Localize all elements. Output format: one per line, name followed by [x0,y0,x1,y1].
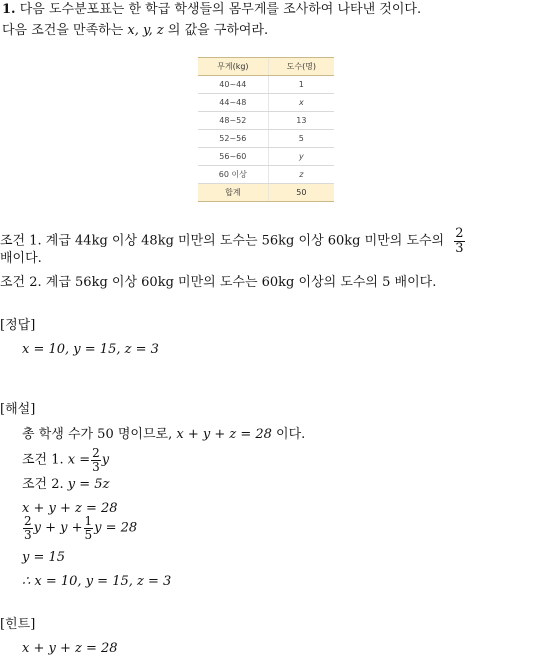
fraction-denominator: 3 [24,527,32,542]
table-row [198,130,334,148]
table-row [198,166,334,184]
solution-heading: [해설] [0,402,36,417]
step-1-equation: x + y + z = 28 [176,427,272,442]
step-1-suffix: 이다. [271,427,306,442]
table-row [198,94,334,112]
answer-value: x = 10, y = 15, z = 3 [22,342,159,357]
fraction-numerator: 2 [92,446,100,460]
total-value: 50 [268,184,334,202]
problem-vars: x, y, z [127,23,164,38]
fraction-numerator: 2 [24,514,32,528]
solution-step-2 [22,447,109,473]
step-2-label: 조건 1. [22,452,68,468]
problem-text-2b: 의 값을 구하여라. [163,23,269,38]
table-cell: 56~60 [198,148,268,166]
table-total-row [198,184,334,202]
solution-step-6: y = 15 [22,550,66,565]
frequency-table [198,57,334,202]
fraction-denominator: 5 [84,527,93,542]
step-3-equation: y = 5z [67,477,110,492]
hint-heading: [힌트] [0,617,36,632]
step-3-label: 조건 2. [22,477,68,492]
solution-conclusion: ∴ x = 10, y = 15, z = 3 [22,574,172,589]
fraction-denominator: 3 [455,240,464,256]
table-cell: 1 [268,76,334,94]
problem-text-1: 다음 도수분포표는 한 학급 학생들의 몸무게를 조사하여 나타낸 것이다. [19,2,422,17]
fraction-numerator: 1 [84,514,93,528]
table-cell: 60 이상 [198,166,268,184]
table-cell: y [268,148,334,166]
table-row [198,148,334,166]
problem-line-1 [2,2,421,18]
condition-1 [0,227,466,255]
step-5-end: y = 28 [94,520,138,536]
condition-1-continued: 배이다. [0,251,42,266]
table-cell: 40~44 [198,76,268,94]
step-5-fraction-1 [23,515,33,541]
step-2-lhs: x = [67,452,91,468]
header-weight: 무게(kg) [198,58,268,76]
solution-step-3 [22,477,109,493]
problem-number: 1. [2,2,16,17]
hint-value: x + y + z = 28 [22,641,118,656]
solution-step-4: x + y + z = 28 [22,501,118,516]
total-label: 합계 [198,184,268,202]
header-frequency: 도수(명) [268,58,334,76]
table-cell: x [268,94,334,112]
table-row [198,76,334,94]
fraction-denominator: 3 [92,459,100,474]
table-cell: 52~56 [198,130,268,148]
solution-step-1 [22,427,305,443]
problem-text-2a: 다음 조건을 만족하는 [2,23,128,38]
table-cell: 13 [268,112,334,130]
table-cell: 48~52 [198,112,268,130]
step-2-fraction [91,447,101,473]
table-cell: z [268,166,334,184]
step-1-text: 총 학생 수가 50 명이므로, [22,427,177,442]
table-cell: 5 [268,130,334,148]
condition-2: 조건 2. 계급 56kg 이상 60kg 미만의 도수는 60kg 이상의 도수의 5 배이다. [0,275,437,290]
step-5-middle: y + y + [33,520,83,536]
problem-line-2 [2,23,268,39]
table-row [198,112,334,130]
fraction-numerator: 2 [455,226,464,241]
step-5-fraction-2 [84,515,94,541]
table-header-row [198,58,334,76]
table-cell: 44~48 [198,94,268,112]
answer-heading: [정답] [0,318,36,333]
condition-1-text: 조건 1. 계급 44kg 이상 48kg 미만의 도수는 56kg 이상 60kg 미만의 도수의 [0,233,445,249]
solution-step-5 [22,515,137,541]
step-2-rhs: y [101,452,110,468]
condition-1-fraction [454,227,464,255]
